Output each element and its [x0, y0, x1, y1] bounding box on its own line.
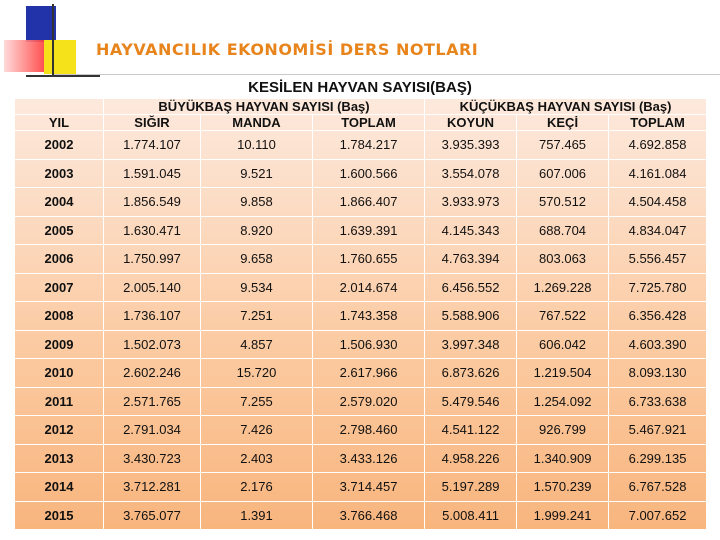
page-title: HAYVANCILIK EKONOMİSİ DERS NOTLARI	[96, 40, 479, 59]
sheep-cell: 6.873.626	[425, 359, 517, 388]
small-total-cell: 6.733.638	[609, 387, 707, 416]
buffalo-cell: 15.720	[201, 359, 313, 388]
goat-cell: 607.006	[517, 159, 609, 188]
goat-cell: 1.340.909	[517, 444, 609, 473]
sheep-header: KOYUN	[425, 115, 517, 131]
sheep-cell: 5.008.411	[425, 501, 517, 530]
small-total-cell: 7.725.780	[609, 273, 707, 302]
sheep-cell: 4.958.226	[425, 444, 517, 473]
large-total-cell: 2.579.020	[313, 387, 425, 416]
sheep-cell: 6.456.552	[425, 273, 517, 302]
buffalo-cell: 7.426	[201, 416, 313, 445]
year-cell: 2004	[15, 188, 104, 217]
small-total-header: TOPLAM	[609, 115, 707, 131]
table-row	[15, 302, 707, 331]
goat-cell: 606.042	[517, 330, 609, 359]
sheep-cell: 3.933.973	[425, 188, 517, 217]
buffalo-header: MANDA	[201, 115, 313, 131]
goat-cell: 570.512	[517, 188, 609, 217]
goat-cell: 803.063	[517, 245, 609, 274]
buffalo-cell: 1.391	[201, 501, 313, 530]
header-divider	[54, 74, 720, 75]
data-table-container	[14, 98, 706, 530]
group-header-row	[15, 99, 707, 115]
large-total-cell: 3.433.126	[313, 444, 425, 473]
year-cell: 2007	[15, 273, 104, 302]
year-cell: 2010	[15, 359, 104, 388]
table-row	[15, 387, 707, 416]
cattle-cell: 1.630.471	[104, 216, 201, 245]
table-row	[15, 159, 707, 188]
sheep-cell: 4.145.343	[425, 216, 517, 245]
table-row	[15, 245, 707, 274]
cattle-cell: 1.750.997	[104, 245, 201, 274]
sheep-cell: 3.554.078	[425, 159, 517, 188]
small-total-cell: 6.299.135	[609, 444, 707, 473]
year-header: YIL	[15, 115, 104, 131]
table-row	[15, 501, 707, 530]
sheep-cell: 3.997.348	[425, 330, 517, 359]
small-total-cell: 6.767.528	[609, 473, 707, 502]
small-total-cell: 4.603.390	[609, 330, 707, 359]
table-row	[15, 473, 707, 502]
large-total-cell: 1.506.930	[313, 330, 425, 359]
buffalo-cell: 9.658	[201, 245, 313, 274]
year-cell: 2008	[15, 302, 104, 331]
buffalo-cell: 9.521	[201, 159, 313, 188]
large-total-cell: 1.600.566	[313, 159, 425, 188]
year-cell: 2015	[15, 501, 104, 530]
cattle-cell: 2.602.246	[104, 359, 201, 388]
table-row	[15, 359, 707, 388]
cattle-cell: 3.765.077	[104, 501, 201, 530]
sheep-cell: 5.197.289	[425, 473, 517, 502]
small-total-cell: 5.467.921	[609, 416, 707, 445]
table-row	[15, 216, 707, 245]
sheep-cell: 5.479.546	[425, 387, 517, 416]
cattle-cell: 1.736.107	[104, 302, 201, 331]
goat-cell: 1.570.239	[517, 473, 609, 502]
large-total-cell: 2.617.966	[313, 359, 425, 388]
small-total-cell: 6.356.428	[609, 302, 707, 331]
cattle-cell: 2.005.140	[104, 273, 201, 302]
goat-header: KEÇİ	[517, 115, 609, 131]
large-total-cell: 2.798.460	[313, 416, 425, 445]
year-cell: 2003	[15, 159, 104, 188]
goat-cell: 926.799	[517, 416, 609, 445]
buffalo-cell: 9.858	[201, 188, 313, 217]
sheep-cell: 4.763.394	[425, 245, 517, 274]
table-row	[15, 273, 707, 302]
small-total-cell: 4.692.858	[609, 131, 707, 160]
cattle-cell: 1.502.073	[104, 330, 201, 359]
year-cell: 2013	[15, 444, 104, 473]
slaughtered-animals-table	[14, 98, 707, 530]
cattle-cell: 1.774.107	[104, 131, 201, 160]
table-row	[15, 444, 707, 473]
buffalo-cell: 7.251	[201, 302, 313, 331]
buffalo-cell: 2.403	[201, 444, 313, 473]
small-total-cell: 4.504.458	[609, 188, 707, 217]
table-body	[15, 131, 707, 530]
column-header-row	[15, 115, 707, 131]
buffalo-cell: 7.255	[201, 387, 313, 416]
cattle-cell: 3.712.281	[104, 473, 201, 502]
empty-corner-cell	[15, 99, 104, 115]
table-row	[15, 131, 707, 160]
large-total-cell: 3.766.468	[313, 501, 425, 530]
sheep-cell: 3.935.393	[425, 131, 517, 160]
large-total-cell: 3.714.457	[313, 473, 425, 502]
large-total-cell: 1.743.358	[313, 302, 425, 331]
decorative-logo	[0, 0, 100, 80]
table-row	[15, 188, 707, 217]
goat-cell: 688.704	[517, 216, 609, 245]
large-total-cell: 1.866.407	[313, 188, 425, 217]
goat-cell: 1.219.504	[517, 359, 609, 388]
large-total-cell: 1.639.391	[313, 216, 425, 245]
table-title: KESİLEN HAYVAN SAYISI(BAŞ)	[248, 79, 472, 96]
logo-horizontal-line	[26, 75, 100, 77]
logo-vertical-line	[52, 4, 54, 76]
cattle-cell: 1.856.549	[104, 188, 201, 217]
cattle-header: SIĞIR	[104, 115, 201, 131]
small-total-cell: 4.834.047	[609, 216, 707, 245]
small-total-cell: 7.007.652	[609, 501, 707, 530]
buffalo-cell: 4.857	[201, 330, 313, 359]
sheep-cell: 5.588.906	[425, 302, 517, 331]
large-total-header: TOPLAM	[313, 115, 425, 131]
small-livestock-group-header: KÜÇÜKBAŞ HAYVAN SAYISI (Baş)	[425, 99, 707, 115]
small-total-cell: 8.093.130	[609, 359, 707, 388]
sheep-cell: 4.541.122	[425, 416, 517, 445]
goat-cell: 1.254.092	[517, 387, 609, 416]
small-total-cell: 5.556.457	[609, 245, 707, 274]
year-cell: 2011	[15, 387, 104, 416]
cattle-cell: 2.791.034	[104, 416, 201, 445]
year-cell: 2006	[15, 245, 104, 274]
table-row	[15, 416, 707, 445]
cattle-cell: 2.571.765	[104, 387, 201, 416]
small-total-cell: 4.161.084	[609, 159, 707, 188]
buffalo-cell: 9.534	[201, 273, 313, 302]
cattle-cell: 1.591.045	[104, 159, 201, 188]
buffalo-cell: 8.920	[201, 216, 313, 245]
goat-cell: 1.999.241	[517, 501, 609, 530]
buffalo-cell: 2.176	[201, 473, 313, 502]
year-cell: 2014	[15, 473, 104, 502]
year-cell: 2012	[15, 416, 104, 445]
year-cell: 2002	[15, 131, 104, 160]
goat-cell: 757.465	[517, 131, 609, 160]
large-total-cell: 2.014.674	[313, 273, 425, 302]
large-total-cell: 1.784.217	[313, 131, 425, 160]
logo-yellow-square	[44, 40, 76, 74]
cattle-cell: 3.430.723	[104, 444, 201, 473]
logo-red-square	[4, 40, 48, 72]
table-row	[15, 330, 707, 359]
large-livestock-group-header: BÜYÜKBAŞ HAYVAN SAYISI (Baş)	[104, 99, 425, 115]
buffalo-cell: 10.110	[201, 131, 313, 160]
year-cell: 2009	[15, 330, 104, 359]
large-total-cell: 1.760.655	[313, 245, 425, 274]
goat-cell: 1.269.228	[517, 273, 609, 302]
goat-cell: 767.522	[517, 302, 609, 331]
year-cell: 2005	[15, 216, 104, 245]
